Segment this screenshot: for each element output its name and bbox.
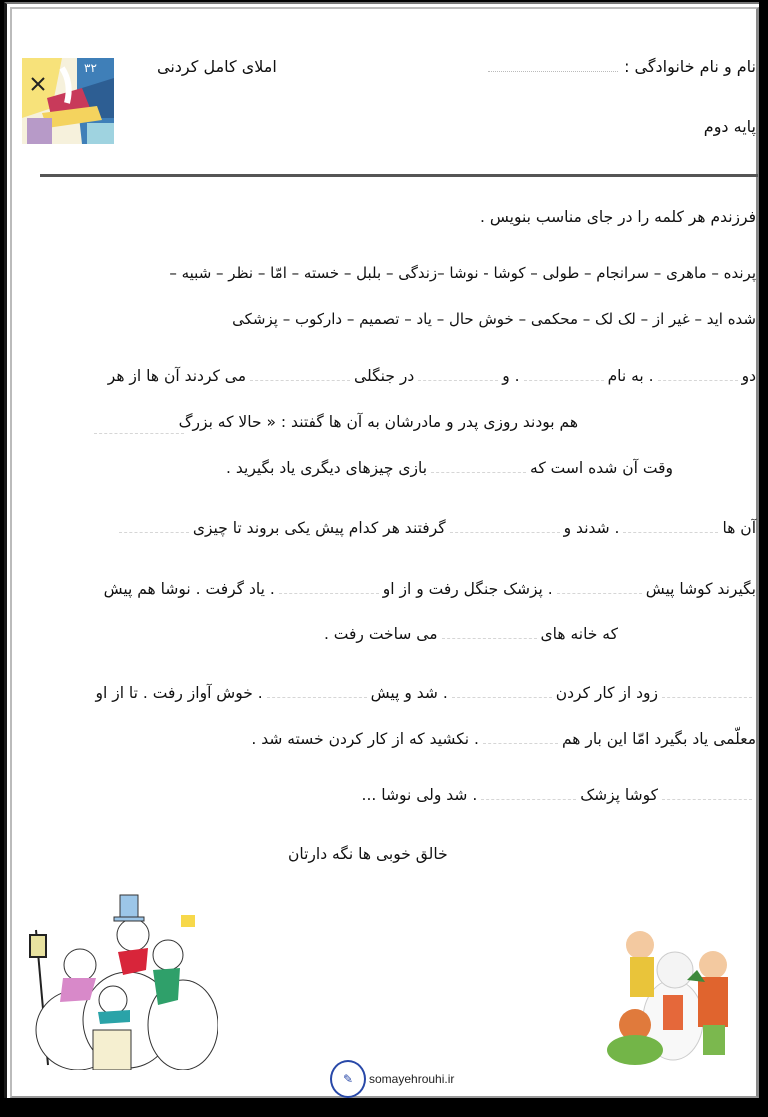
- story-text: بگیرند کوشا پیش: [645, 580, 756, 598]
- svg-text:۳۲: ۳۲: [84, 61, 97, 75]
- blank[interactable]: [250, 379, 350, 381]
- blank[interactable]: [452, 696, 552, 698]
- story-text: معلّمی یاد بگیرد امّا این بار هم: [561, 730, 756, 748]
- story-text: . نکشید که از کار کردن خسته شد .: [251, 730, 479, 748]
- story-text: هم بودند روزی پدر و مادرشان به آن ها گفتند : « حالا که بزرگ: [178, 413, 578, 431]
- story-text: . و: [502, 367, 520, 385]
- story-line-2: [179, 413, 578, 431]
- name-field-row: [482, 57, 756, 76]
- blank[interactable]: [658, 379, 738, 381]
- blank[interactable]: [442, 637, 537, 639]
- story-text: بازی چیزهای دیگری یاد بگیرید .: [226, 459, 428, 477]
- logo-icon: ✎: [330, 1060, 366, 1098]
- logo-text: somayehrouhi.ir: [369, 1072, 455, 1086]
- story-text: آن ها: [722, 519, 756, 537]
- story-text: می کردند آن ها از هر: [107, 367, 247, 385]
- blank[interactable]: [557, 592, 642, 594]
- blank[interactable]: [431, 471, 526, 473]
- story-text: . یاد گرفت . نوشا هم پیش: [103, 580, 275, 598]
- blank[interactable]: [662, 696, 752, 698]
- story-text: . شد و پیش: [370, 684, 448, 702]
- site-logo: [330, 1060, 454, 1098]
- story-text: . به نام: [607, 367, 654, 385]
- story-text: . شد ولی نوشا ...: [361, 786, 478, 804]
- instructions-text: فرزندم هر کلمه را در جای مناسب بنویس .: [480, 208, 756, 226]
- story-line-2-blank: [90, 420, 188, 438]
- worksheet-title: املای کامل کردنی: [157, 57, 277, 76]
- book-illustration-image: [22, 58, 114, 144]
- story-line-5: [104, 580, 756, 598]
- story-text: می ساخت رفت .: [323, 625, 438, 643]
- story-text: گرفتند هر کدام پیش یکی بروند تا چیزی: [192, 519, 446, 537]
- story-line-4: [115, 519, 756, 537]
- closing-text: خالق خوبی ها نگه دارتان: [288, 845, 448, 863]
- blank[interactable]: [450, 531, 560, 533]
- story-text: در جنگلی: [354, 367, 415, 385]
- blank[interactable]: [94, 432, 184, 434]
- blank[interactable]: [662, 798, 752, 800]
- story-text: . خوش آواز رفت . تا از او: [95, 684, 263, 702]
- story-line-9: [362, 786, 756, 804]
- story-text: . شدند و: [563, 519, 620, 537]
- blank[interactable]: [267, 696, 367, 698]
- blank[interactable]: [418, 379, 498, 381]
- story-text: کوشا پزشک: [580, 786, 658, 804]
- blank[interactable]: [119, 531, 189, 533]
- story-text: وقت آن شده است که: [530, 459, 673, 477]
- header-divider: [40, 174, 758, 177]
- story-text: . پزشک جنگل رفت و از او: [382, 580, 553, 598]
- story-text: که خانه های: [540, 625, 618, 643]
- grade-label: پایه دوم: [703, 117, 756, 136]
- word-bank-line-1: پرنده – ماهری – سرانجام – طولی – کوشا - نوشا –زندگی – بلبل – خسته – امّا – نظر – شبیه –: [169, 264, 756, 282]
- story-line-3: [226, 459, 673, 477]
- story-line-7: [96, 684, 757, 702]
- blank[interactable]: [623, 531, 718, 533]
- story-text: دو: [741, 367, 756, 385]
- name-input-line[interactable]: [488, 70, 618, 72]
- story-line-6: [324, 625, 618, 643]
- singing-snowmen-image: [18, 890, 218, 1070]
- name-label: نام و نام خانوادگی :: [624, 57, 756, 76]
- blank[interactable]: [481, 798, 576, 800]
- story-text: زود از کار کردن: [555, 684, 658, 702]
- blank[interactable]: [524, 379, 604, 381]
- story-line-8: [251, 730, 756, 748]
- blank[interactable]: [279, 592, 379, 594]
- story-line-1: [108, 367, 756, 385]
- word-bank-line-2: شده اید – غیر از – لک لک – محکمی – خوش حال – یاد – تصمیم – دارکوب – پزشکی: [232, 310, 756, 328]
- kids-building-snowman-image: [595, 925, 745, 1070]
- blank[interactable]: [483, 742, 558, 744]
